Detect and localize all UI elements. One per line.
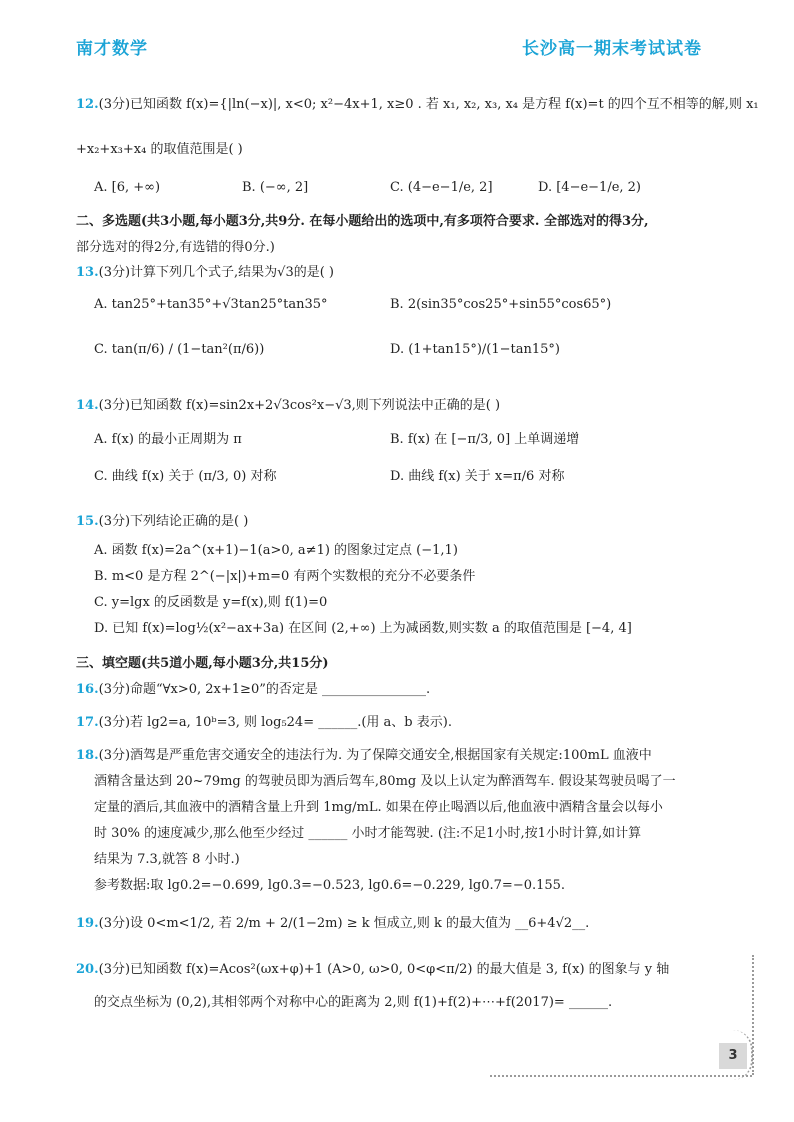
question-20-line-2: 的交点坐标为 (0,2),其相邻两个对称中心的距离为 2,则 f(1)+f(2)+⋯+f(2017)= ______. [94,995,613,1010]
section-heading-2: 二、多选题(共3小题,每小题3分,共9分. 在每小题给出的选项中,有多项符合要求. 全部选对的得3分, [76,214,649,229]
question-20 [76,960,744,980]
option-c: C. tan(π/6) / (1−tan²(π/6)) [94,342,265,357]
question-12-cont [76,140,744,160]
option-a: A. 函数 f(x)=2a^(x+1)−1(a>0, a≠1) 的图象过定点 (−1,1) [94,543,458,558]
option-b: B. 2(sin35°cos25°+sin55°cos65°) [390,297,612,312]
section-heading-3: 三、填空题(共5道小题,每小题3分,共15分) [76,656,329,671]
question-13 [76,263,744,283]
option-d: D. 已知 f(x)=log½(x²−ax+3a) 在区间 (2,+∞) 上为减函数,则实数 a 的取值范围是 [−4, 4] [94,621,632,636]
question-text: (3分)若 lg2=a, 10ᵇ=3, 则 log₅24= ______.(用 a、b 表示). [98,715,452,730]
option-d: D. [4−e−1/e, 2) [538,180,641,195]
section-heading-2-cont: 部分选对的得2分,有选错的得0分.) [76,240,275,255]
option-a: A. tan25°+tan35°+√3tan25°tan35° [94,297,328,312]
question-stem-cont: +x₂+x₃+x₄ 的取值范围是( ) [76,142,243,157]
question-text: (3分)酒驾是严重危害交通安全的违法行为. 为了保障交通安全,根据国家有关规定:100mL 血液中 [98,748,652,763]
page-number: 3 [719,1043,747,1069]
question-17 [76,713,744,733]
question-18-reference-data: 参考数据:取 lg0.2=−0.699, lg0.3=−0.523, lg0.6=−0.229, lg0.7=−0.155. [94,878,566,893]
option-d: D. (1+tan15°)/(1−tan15°) [390,342,560,357]
question-18-line-4: 时 30% 的速度减少,那么他至少经过 ______ 小时才能驾驶. (注:不足1小时,按1小时计算,如计算 [94,826,642,841]
question-stem: (3分)已知函数 f(x)={|ln(−x)|, x<0; x²−4x+1, x≥0 . 若 x₁, x₂, x₃, x₄ 是方程 f(x)=t 的四个互不相等的解,则 x₁ [98,97,759,112]
question-number: 18. [76,748,99,763]
question-text: (3分)命题“∀x>0, 2x+1≥0”的否定是 ________________. [98,682,431,697]
question-15 [76,512,744,532]
option-b: B. (−∞, 2] [242,180,309,195]
option-b: B. f(x) 在 [−π/3, 0] 上单调递增 [390,432,580,447]
question-19 [76,914,744,934]
option-c: C. 曲线 f(x) 关于 (π/3, 0) 对称 [94,469,277,484]
option-a: A. [6, +∞) [94,180,161,195]
question-number: 12. [76,97,99,112]
question-number: 19. [76,916,99,931]
question-18-line-2: 酒精含量达到 20~79mg 的驾驶员即为酒后驾车,80mg 及以上认定为醉酒驾车. 假设某驾驶员喝了一 [94,774,676,789]
question-number: 16. [76,682,99,697]
question-18-line-3: 定量的酒后,其血液中的酒精含量上升到 1mg/mL. 如果在停止喝酒以后,他血液中酒精含量会以每小 [94,800,663,815]
question-text: (3分)设 0<m<1/2, 若 2/m + 2/(1−2m) ≥ k 恒成立,则 k 的最大值为 __6+4√2__. [98,916,590,931]
option-c: C. y=lgx 的反函数是 y=f(x),则 f(1)=0 [94,595,328,610]
question-number: 17. [76,715,99,730]
question-stem: (3分)下列结论正确的是( ) [98,514,249,529]
header-brand: 南才数学 [76,39,148,59]
option-d: D. 曲线 f(x) 关于 x=π/6 对称 [390,469,565,484]
option-c: C. (4−e−1/e, 2] [390,180,493,195]
option-b: B. m<0 是方程 2^(−|x|)+m=0 有两个实数根的充分不必要条件 [94,569,476,584]
question-12 [76,95,759,115]
question-stem: (3分)计算下列几个式子,结果为√3的是( ) [98,265,335,280]
question-16 [76,680,744,700]
option-a: A. f(x) 的最小正周期为 π [94,432,242,447]
question-text: (3分)已知函数 f(x)=Acos²(ωx+φ)+1 (A>0, ω>0, 0<φ<π/2) 的最大值是 3, f(x) 的图象与 y 轴 [98,962,670,977]
question-number: 20. [76,962,99,977]
question-number: 13. [76,265,99,280]
question-18 [76,746,744,766]
page-bottom-dotted-line [490,1075,752,1077]
question-18-line-5: 结果为 7.3,就答 8 小时.) [94,852,240,867]
header-title: 长沙高一期末考试试卷 [522,39,702,59]
question-stem: (3分)已知函数 f(x)=sin2x+2√3cos²x−√3,则下列说法中正确的是( ) [98,398,501,413]
question-14 [76,396,744,416]
question-number: 14. [76,398,99,413]
question-number: 15. [76,514,99,529]
